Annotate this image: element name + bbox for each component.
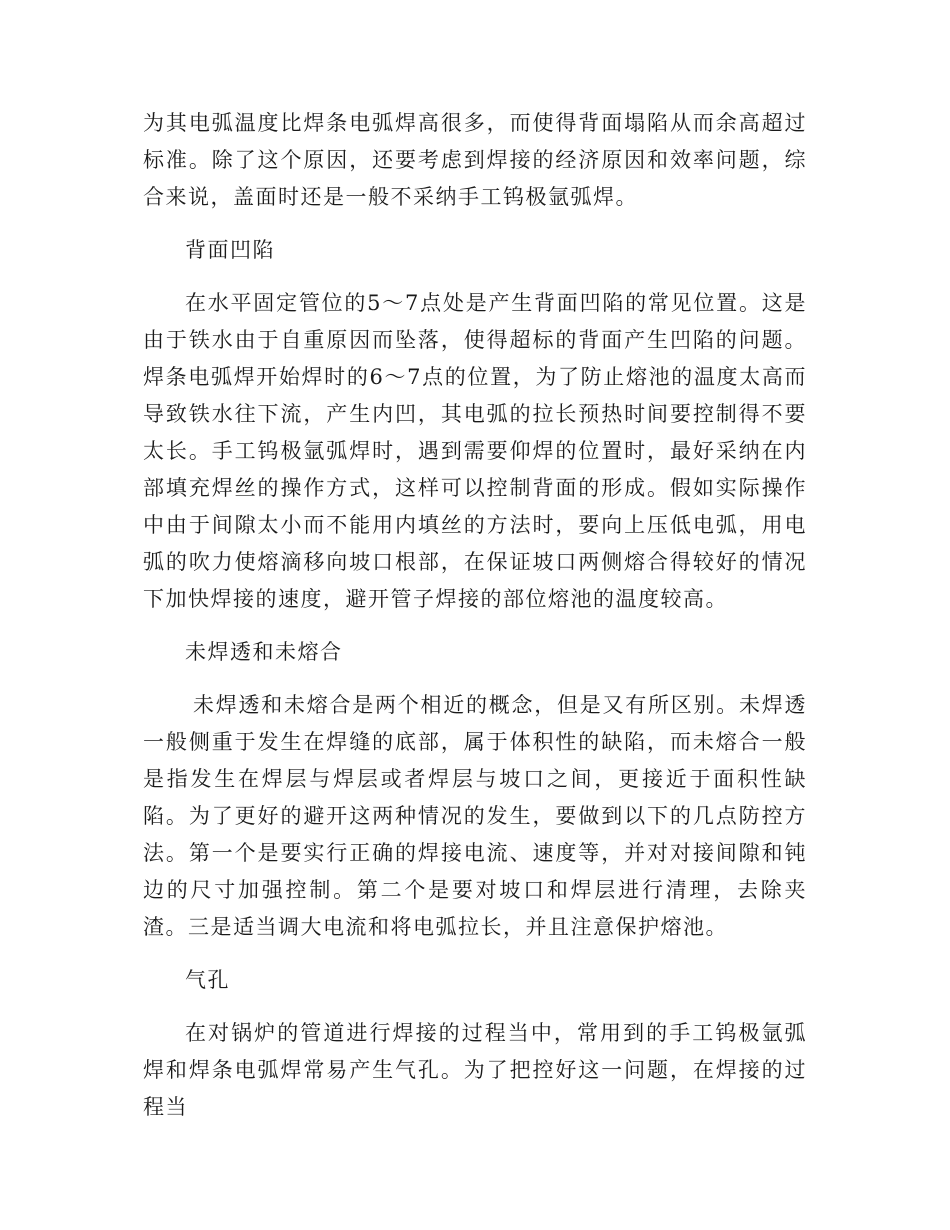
section-heading-back-depression: 背面凹陷	[185, 238, 275, 262]
paragraph-incomplete-penetration: 未焊透和未熔合是两个相近的概念，但是又有所区别。未焊透一般侧重于发生在焊缝的底部，属于体积性的缺陷，而未熔合一般是指发生在焊层与焊层或者焊层与坡口之间，更接近于面积性缺陷。为了更好的避开这两种情况的发生，要做到以下的几点防控方法。第一个是要实行正确的焊接电流、速度等，并对对接间隙和钝边的尺寸加强控制。第二个是要对坡口和焊层进行清理，去除夹渣。三是适当调大电流和将电弧拉长，并且注意保护熔池。	[143, 693, 807, 939]
paragraph-back-depression: 在水平固定管位的5～7点处是产生背面凹陷的常见位置。这是由于铁水由于自重原因而坠落，使得超标的背面产生凹陷的问题。焊条电弧焊开始焊时的6～7点的位置，为了防止熔池的温度太高而导致铁水往下流，产生内凹，其电弧的拉长预热时间要控制得不要太长。手工钨极氩弧焊时，遇到需要仰焊的位置时，最好采纳在内部填充焊丝的操作方式，这样可以控制背面的形成。假如实际操作中由于间隙太小而不能用内填丝的方法时，要向上压低电弧，用电弧的吹力使熔滴移向坡口根部，在保证坡口两侧熔合得较好的情况下加快焊接的速度，避开管子焊接的部位熔池的温度较高。	[143, 291, 807, 611]
paragraph-porosity: 在对锅炉的管道进行焊接的过程当中，常用到的手工钨极氩弧焊和焊条电弧焊常易产生气孔。为了把控好这一问题，在焊接的过程当	[143, 1021, 807, 1119]
document-body	[143, 105, 807, 1142]
section-heading-porosity: 气孔	[185, 968, 230, 992]
paragraph-continuation: 为其电弧温度比焊条电弧焊高很多，而使得背面塌陷从而余高超过标准。除了这个原因，还要考虑到焊接的经济原因和效率问题，综合来说，盖面时还是一般不采纳手工钨极氩弧焊。	[143, 111, 807, 209]
section-heading-incomplete-penetration: 未焊透和未熔合	[185, 640, 343, 664]
